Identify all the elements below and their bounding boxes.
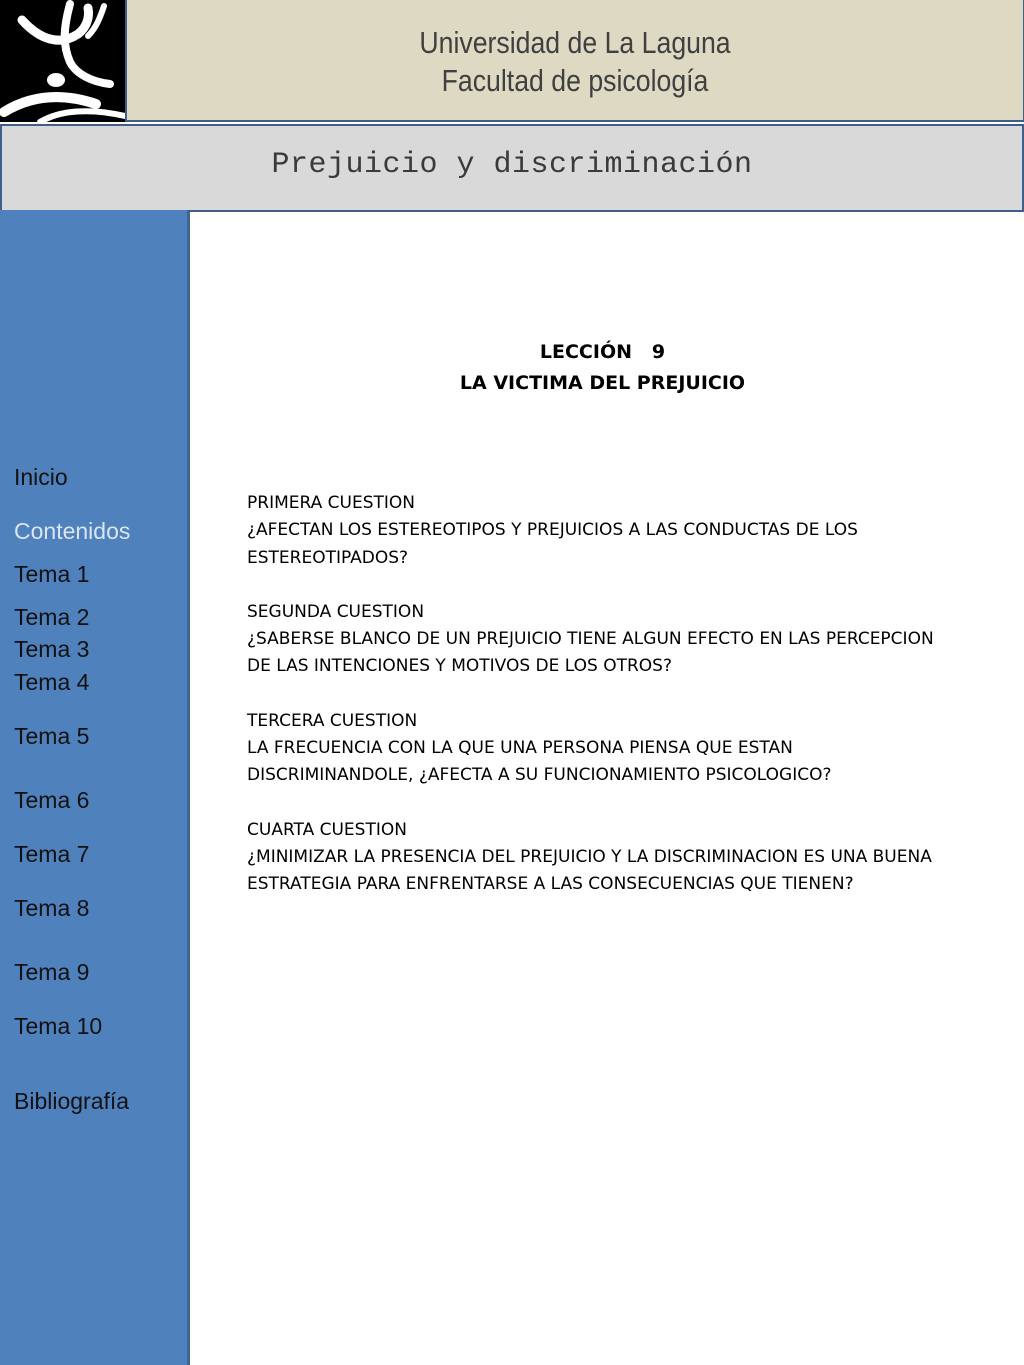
- lesson-number: LECCIÓN 9: [539, 341, 666, 363]
- course-title: Prejuicio y discriminación: [271, 148, 753, 182]
- sidebar-item-tema-6[interactable]: Tema 6: [14, 787, 90, 813]
- question-block: [247, 490, 947, 572]
- university-logo: [0, 0, 125, 122]
- sidebar-item-tema-7[interactable]: Tema 7: [14, 841, 90, 867]
- faculty-name: Facultad de psicología: [441, 63, 709, 98]
- logo-figure-icon: [0, 0, 125, 122]
- university-name: Universidad de La Laguna: [419, 25, 731, 60]
- question-text: ¿SABERSE BLANCO DE UN PREJUICIO TIENE ALGUN EFECTO EN LAS PERCEPCION DE LAS INTENCIONES Y MOTIVOS DE LOS OTROS?: [247, 629, 934, 677]
- question-heading: SEGUNDA CUESTION: [247, 601, 425, 622]
- question-text: LA FRECUENCIA CON LA QUE UNA PERSONA PIENSA QUE ESTAN DISCRIMINANDOLE, ¿AFECTA A SU FUNCIONAMIENTO PSICOLOGICO?: [247, 738, 832, 786]
- sidebar-item-tema-2[interactable]: Tema 2: [14, 604, 90, 630]
- question-block: [247, 599, 947, 681]
- sidebar-item-tema-1[interactable]: Tema 1: [14, 561, 90, 587]
- sidebar-item-tema-5[interactable]: Tema 5: [14, 723, 90, 749]
- university-title: [190, 24, 961, 100]
- sidebar-item-tema-8[interactable]: Tema 8: [14, 895, 90, 921]
- sidebar-item-tema-4[interactable]: Tema 4: [14, 669, 90, 695]
- sidebar-nav: [0, 210, 190, 1365]
- sidebar-item-tema-9[interactable]: Tema 9: [14, 959, 90, 985]
- question-block: [247, 708, 947, 790]
- lesson-heading: [200, 337, 1005, 399]
- question-heading: CUARTA CUESTION: [247, 819, 407, 840]
- lesson-title: LA VICTIMA DEL PREJUICIO: [459, 372, 746, 394]
- page-header: [0, 0, 1024, 124]
- question-text: ¿AFECTAN LOS ESTEREOTIPOS Y PREJUICIOS A LAS CONDUCTAS DE LOS ESTEREOTIPADOS?: [247, 520, 858, 568]
- question-heading: TERCERA CUESTION: [247, 710, 418, 731]
- question-text: ¿MINIMIZAR LA PRESENCIA DEL PREJUICIO Y LA DISCRIMINACION ES UNA BUENA ESTRATEGIA PARA ENFRENTARSE A LAS CONSECUENCIAS QUE TIENEN?: [247, 846, 932, 895]
- sidebar-item-inicio[interactable]: Inicio: [14, 464, 68, 490]
- sidebar-item-tema-3[interactable]: Tema 3: [14, 636, 90, 662]
- university-band: [125, 0, 1024, 122]
- sidebar-item-contenidos[interactable]: Contenidos: [14, 518, 131, 544]
- course-title-band: [0, 124, 1024, 212]
- questions-list: [247, 490, 947, 926]
- question-block: [247, 817, 947, 899]
- sidebar-item-tema-10[interactable]: Tema 10: [14, 1013, 103, 1039]
- question-heading: PRIMERA CUESTION: [247, 493, 415, 513]
- sidebar-item-bibliografia[interactable]: Bibliografía: [14, 1088, 130, 1114]
